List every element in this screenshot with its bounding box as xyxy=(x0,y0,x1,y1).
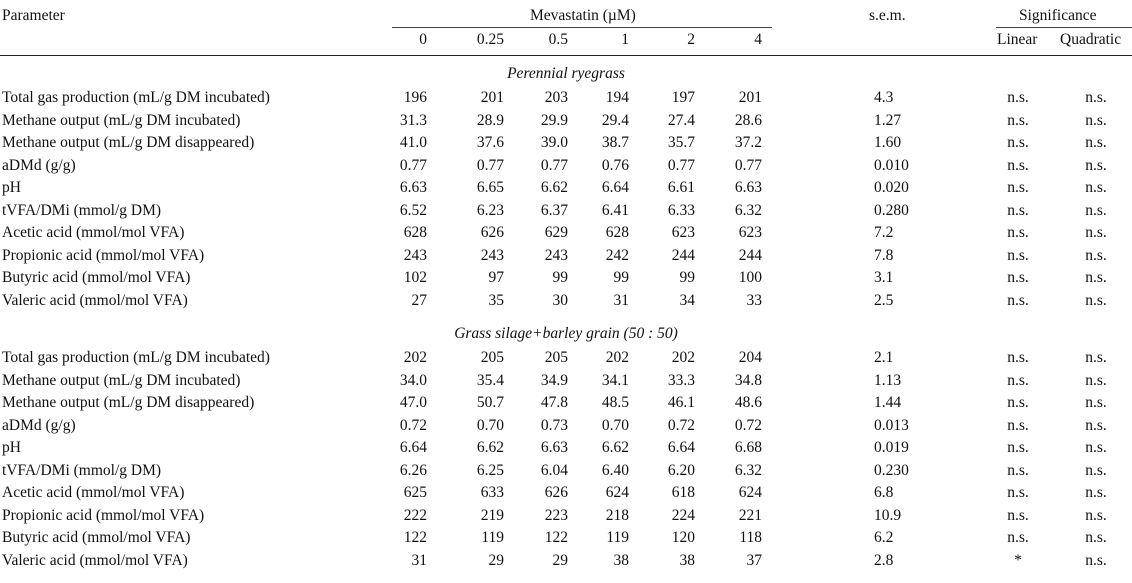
quadratic-significance: n.s. xyxy=(1085,394,1107,411)
parameter-name: tVFA/DMi (mmol/g DM) xyxy=(2,201,162,219)
table-row xyxy=(0,392,1132,414)
dose-value: 6.32 xyxy=(734,461,762,479)
parameter-name: tVFA/DMi (mmol/g DM) xyxy=(2,461,162,479)
sem-value: 1.27 xyxy=(874,111,902,129)
table-row xyxy=(0,222,1132,244)
linear-significance: n.s. xyxy=(1007,529,1029,546)
linear-significance: n.s. xyxy=(1007,416,1029,434)
dose-value: 34 xyxy=(679,291,695,309)
dose-value: 119 xyxy=(481,529,504,546)
dose-value: 37.6 xyxy=(476,134,504,151)
header-mevastatin: Mevastatin (µM) xyxy=(530,7,636,24)
dose-value: 6.33 xyxy=(667,201,695,219)
dose-value: 625 xyxy=(403,484,427,501)
parameter-name: Valeric acid (mmol/mol VFA) xyxy=(2,551,188,569)
linear-significance: n.s. xyxy=(1007,156,1029,174)
section-title: Grass silage+barley grain (50 : 50) xyxy=(454,325,678,342)
dose-value: 122 xyxy=(403,529,427,546)
dose-value: 243 xyxy=(480,246,504,264)
dose-value: 618 xyxy=(671,484,695,501)
dose-value: 242 xyxy=(605,246,629,264)
dose-value: 0.77 xyxy=(734,156,762,174)
dose-value: 6.61 xyxy=(667,179,695,196)
dose-value: 6.41 xyxy=(601,201,629,219)
dose-value: 41.0 xyxy=(399,134,427,151)
dose-value: 222 xyxy=(403,506,427,524)
dose-value: 6.26 xyxy=(399,461,427,479)
table-row xyxy=(0,437,1132,459)
quadratic-significance: n.s. xyxy=(1085,156,1107,174)
dose-value: 27 xyxy=(411,291,427,309)
dose-value: 204 xyxy=(738,349,762,366)
parameter-name: Acetic acid (mmol/mol VFA) xyxy=(2,224,185,241)
linear-significance: n.s. xyxy=(1007,371,1029,389)
dose-value: 623 xyxy=(738,224,762,241)
sem-value: 1.13 xyxy=(874,371,902,389)
dose-value: 0.77 xyxy=(540,156,568,174)
dose-value: 243 xyxy=(403,246,427,264)
dose-value: 29.9 xyxy=(540,111,568,129)
sem-value: 7.2 xyxy=(874,224,894,241)
quadratic-significance: n.s. xyxy=(1085,439,1107,456)
dose-value: 205 xyxy=(544,349,568,366)
dose-value: 30 xyxy=(552,291,568,309)
parameter-name: pH xyxy=(2,439,21,456)
dose-value: 6.64 xyxy=(667,439,695,456)
linear-significance: n.s. xyxy=(1007,224,1029,241)
dose-value: 100 xyxy=(738,269,762,286)
quadratic-significance: n.s. xyxy=(1085,179,1107,196)
dose-value: 629 xyxy=(544,224,568,241)
linear-significance: n.s. xyxy=(1007,201,1029,219)
table-row xyxy=(0,177,1132,199)
header-parameter: Parameter xyxy=(2,7,65,24)
dose-value: 38 xyxy=(613,551,629,569)
dose-value: 0.76 xyxy=(601,156,629,174)
dose-value: 47.0 xyxy=(399,394,427,411)
dose-value: 28.9 xyxy=(476,111,504,129)
dose-value: 46.1 xyxy=(667,394,695,411)
table-row xyxy=(0,267,1132,289)
dose-value: 201 xyxy=(738,89,762,106)
dose-value: 33.3 xyxy=(667,371,695,389)
dose-value: 37.2 xyxy=(734,134,762,151)
dose-value: 0.77 xyxy=(399,156,427,174)
sem-value: 10.9 xyxy=(874,506,902,524)
dose-value: 27.4 xyxy=(667,111,695,129)
dose-header: 1 xyxy=(621,31,629,48)
dose-value: 6.40 xyxy=(601,461,629,479)
dose-value: 6.23 xyxy=(476,201,504,219)
linear-significance: * xyxy=(1014,551,1022,569)
table-row xyxy=(0,132,1132,154)
dose-value: 6.52 xyxy=(399,201,427,219)
dose-value: 244 xyxy=(671,246,695,264)
dose-value: 31.3 xyxy=(399,111,427,129)
dose-value: 50.7 xyxy=(476,394,504,411)
dose-value: 119 xyxy=(606,529,629,546)
dose-value: 102 xyxy=(403,269,427,286)
dose-value: 203 xyxy=(544,89,568,106)
dose-value: 628 xyxy=(605,224,629,241)
dose-value: 218 xyxy=(605,506,629,524)
linear-significance: n.s. xyxy=(1007,439,1029,456)
dose-value: 99 xyxy=(552,269,568,286)
dose-value: 35 xyxy=(488,291,504,309)
sem-value: 3.1 xyxy=(874,269,894,286)
quadratic-significance: n.s. xyxy=(1085,269,1107,286)
dose-value: 6.65 xyxy=(476,179,504,196)
parameter-name: Methane output (mL/g DM incubated) xyxy=(2,371,241,389)
sem-value: 0.019 xyxy=(874,439,909,456)
dose-value: 48.6 xyxy=(734,394,762,411)
linear-significance: n.s. xyxy=(1007,89,1029,106)
linear-significance: n.s. xyxy=(1007,111,1029,129)
quadratic-significance: n.s. xyxy=(1085,484,1107,501)
dose-value: 118 xyxy=(739,529,762,546)
dose-value: 34.9 xyxy=(540,371,568,389)
dose-value: 202 xyxy=(605,349,629,366)
sem-value: 0.230 xyxy=(874,461,909,479)
dose-value: 6.62 xyxy=(601,439,629,456)
dose-value: 6.64 xyxy=(399,439,427,456)
table-row xyxy=(0,110,1132,132)
sem-value: 0.020 xyxy=(874,179,909,196)
dose-value: 38 xyxy=(679,551,695,569)
parameter-name: Acetic acid (mmol/mol VFA) xyxy=(2,484,185,501)
parameter-name: Total gas production (mL/g DM incubated) xyxy=(2,349,270,366)
dose-value: 29 xyxy=(552,551,568,569)
quadratic-significance: n.s. xyxy=(1085,224,1107,241)
dose-value: 33 xyxy=(746,291,762,309)
parameter-name: pH xyxy=(2,179,21,196)
dose-value: 6.32 xyxy=(734,201,762,219)
dose-value: 6.20 xyxy=(667,461,695,479)
table-row xyxy=(0,87,1132,109)
dose-value: 31 xyxy=(411,551,427,569)
dose-value: 29.4 xyxy=(601,111,629,129)
linear-significance: n.s. xyxy=(1007,349,1029,366)
table-row xyxy=(0,505,1132,527)
sem-value: 0.013 xyxy=(874,416,909,434)
quadratic-significance: n.s. xyxy=(1085,371,1107,389)
dose-value: 624 xyxy=(738,484,762,501)
sem-value: 6.2 xyxy=(874,529,894,546)
dose-value: 35.4 xyxy=(476,371,504,389)
quadratic-significance: n.s. xyxy=(1085,111,1107,129)
sem-value: 2.5 xyxy=(874,291,894,309)
dose-value: 0.72 xyxy=(399,416,427,434)
dose-value: 47.8 xyxy=(540,394,568,411)
parameter-name: Butyric acid (mmol/mol VFA) xyxy=(2,529,191,546)
section-title: Perennial ryegrass xyxy=(507,65,625,82)
table-row xyxy=(0,482,1132,504)
sem-value: 4.3 xyxy=(874,89,894,106)
parameter-name: Methane output (mL/g DM disappeared) xyxy=(2,134,255,151)
significance-underline xyxy=(996,27,1132,28)
dose-value: 202 xyxy=(671,349,695,366)
linear-significance: n.s. xyxy=(1007,269,1029,286)
parameter-name: aDMd (g/g) xyxy=(2,416,76,434)
quadratic-significance: n.s. xyxy=(1085,551,1107,569)
quadratic-significance: n.s. xyxy=(1085,246,1107,264)
table-row xyxy=(0,347,1132,369)
header-quadratic: Quadratic xyxy=(1060,31,1122,48)
sem-value: 2.1 xyxy=(874,349,894,366)
dose-value: 223 xyxy=(544,506,568,524)
parameter-name: aDMd (g/g) xyxy=(2,156,76,174)
dose-value: 6.63 xyxy=(399,179,427,196)
dose-value: 38.7 xyxy=(601,134,629,151)
sem-value: 0.010 xyxy=(874,156,909,174)
dose-value: 196 xyxy=(403,89,427,106)
sem-value: 1.60 xyxy=(874,134,902,151)
linear-significance: n.s. xyxy=(1007,461,1029,479)
parameter-name: Methane output (mL/g DM incubated) xyxy=(2,111,241,129)
dose-value: 221 xyxy=(738,506,762,524)
dose-header: 0 xyxy=(419,31,427,48)
dose-value: 0.70 xyxy=(476,416,504,434)
dose-value: 0.72 xyxy=(667,416,695,434)
sem-value: 6.8 xyxy=(874,484,894,501)
linear-significance: n.s. xyxy=(1007,246,1029,264)
dose-value: 122 xyxy=(544,529,568,546)
parameter-name: Methane output (mL/g DM disappeared) xyxy=(2,394,255,411)
dose-value: 0.77 xyxy=(476,156,504,174)
table-row xyxy=(0,245,1132,267)
table-row xyxy=(0,155,1132,177)
quadratic-significance: n.s. xyxy=(1085,201,1107,219)
dose-value: 0.72 xyxy=(734,416,762,434)
table-row xyxy=(0,290,1132,312)
dose-value: 202 xyxy=(403,349,427,366)
parameter-name: Propionic acid (mmol/mol VFA) xyxy=(2,506,205,524)
table-row xyxy=(0,370,1132,392)
dose-value: 0.70 xyxy=(601,416,629,434)
dose-value: 6.25 xyxy=(476,461,504,479)
dose-value: 633 xyxy=(480,484,504,501)
quadratic-significance: n.s. xyxy=(1085,529,1107,546)
linear-significance: n.s. xyxy=(1007,394,1029,411)
dose-value: 219 xyxy=(480,506,504,524)
dose-value: 39.0 xyxy=(540,134,568,151)
header-rule xyxy=(0,55,1132,56)
dose-value: 34.8 xyxy=(734,371,762,389)
dose-value: 31 xyxy=(613,291,629,309)
dose-value: 97 xyxy=(488,269,504,286)
dose-value: 37 xyxy=(746,551,762,569)
dose-value: 6.04 xyxy=(540,461,568,479)
dose-value: 626 xyxy=(544,484,568,501)
dose-value: 120 xyxy=(671,529,695,546)
parameter-name: Butyric acid (mmol/mol VFA) xyxy=(2,269,191,286)
dose-value: 224 xyxy=(671,506,695,524)
dose-value: 29 xyxy=(488,551,504,569)
linear-significance: n.s. xyxy=(1007,179,1029,196)
linear-significance: n.s. xyxy=(1007,506,1029,524)
mevastatin-underline xyxy=(392,27,772,28)
sem-value: 0.280 xyxy=(874,201,909,219)
quadratic-significance: n.s. xyxy=(1085,506,1107,524)
quadratic-significance: n.s. xyxy=(1085,291,1107,309)
dose-value: 197 xyxy=(671,89,695,106)
dose-value: 99 xyxy=(613,269,629,286)
quadratic-significance: n.s. xyxy=(1085,134,1107,151)
dose-header: 4 xyxy=(754,31,762,48)
dose-value: 6.63 xyxy=(540,439,568,456)
dose-value: 205 xyxy=(480,349,504,366)
table-row xyxy=(0,527,1132,549)
dose-value: 623 xyxy=(671,224,695,241)
header-significance: Significance xyxy=(1019,7,1097,24)
dose-value: 624 xyxy=(605,484,629,501)
parameter-name: Propionic acid (mmol/mol VFA) xyxy=(2,246,205,264)
dose-header: 2 xyxy=(687,31,695,48)
linear-significance: n.s. xyxy=(1007,134,1029,151)
dose-value: 35.7 xyxy=(667,134,695,151)
sem-value: 1.44 xyxy=(874,394,902,411)
linear-significance: n.s. xyxy=(1007,291,1029,309)
header-sem: s.e.m. xyxy=(869,7,906,24)
sem-value: 2.8 xyxy=(874,551,894,569)
sem-value: 7.8 xyxy=(874,246,894,264)
parameter-name: Total gas production (mL/g DM incubated) xyxy=(2,89,270,106)
table-row xyxy=(0,415,1132,437)
table-row xyxy=(0,550,1132,572)
quadratic-significance: n.s. xyxy=(1085,416,1107,434)
dose-value: 6.68 xyxy=(734,439,762,456)
dose-value: 6.37 xyxy=(540,201,568,219)
dose-value: 48.5 xyxy=(601,394,629,411)
dose-value: 34.1 xyxy=(601,371,629,389)
dose-value: 243 xyxy=(544,246,568,264)
dose-value: 6.63 xyxy=(734,179,762,196)
dose-value: 0.73 xyxy=(540,416,568,434)
header-linear: Linear xyxy=(997,31,1038,48)
dose-header: 0.25 xyxy=(476,31,504,48)
dose-value: 99 xyxy=(679,269,695,286)
dose-value: 28.6 xyxy=(734,111,762,129)
table-row xyxy=(0,460,1132,482)
dose-value: 6.62 xyxy=(540,179,568,196)
table-row xyxy=(0,200,1132,222)
quadratic-significance: n.s. xyxy=(1085,461,1107,479)
quadratic-significance: n.s. xyxy=(1085,349,1107,366)
dose-value: 626 xyxy=(480,224,504,241)
dose-value: 201 xyxy=(480,89,504,106)
dose-value: 194 xyxy=(605,89,629,106)
dose-value: 34.0 xyxy=(399,371,427,389)
dose-value: 244 xyxy=(738,246,762,264)
dose-value: 628 xyxy=(403,224,427,241)
ratio: 50 : 50 xyxy=(628,325,673,342)
dose-header: 0.5 xyxy=(548,31,568,48)
dose-value: 0.77 xyxy=(667,156,695,174)
quadratic-significance: n.s. xyxy=(1085,89,1107,106)
parameter-name: Valeric acid (mmol/mol VFA) xyxy=(2,291,188,309)
linear-significance: n.s. xyxy=(1007,484,1029,501)
dose-value: 6.62 xyxy=(476,439,504,456)
dose-value: 6.64 xyxy=(601,179,629,196)
